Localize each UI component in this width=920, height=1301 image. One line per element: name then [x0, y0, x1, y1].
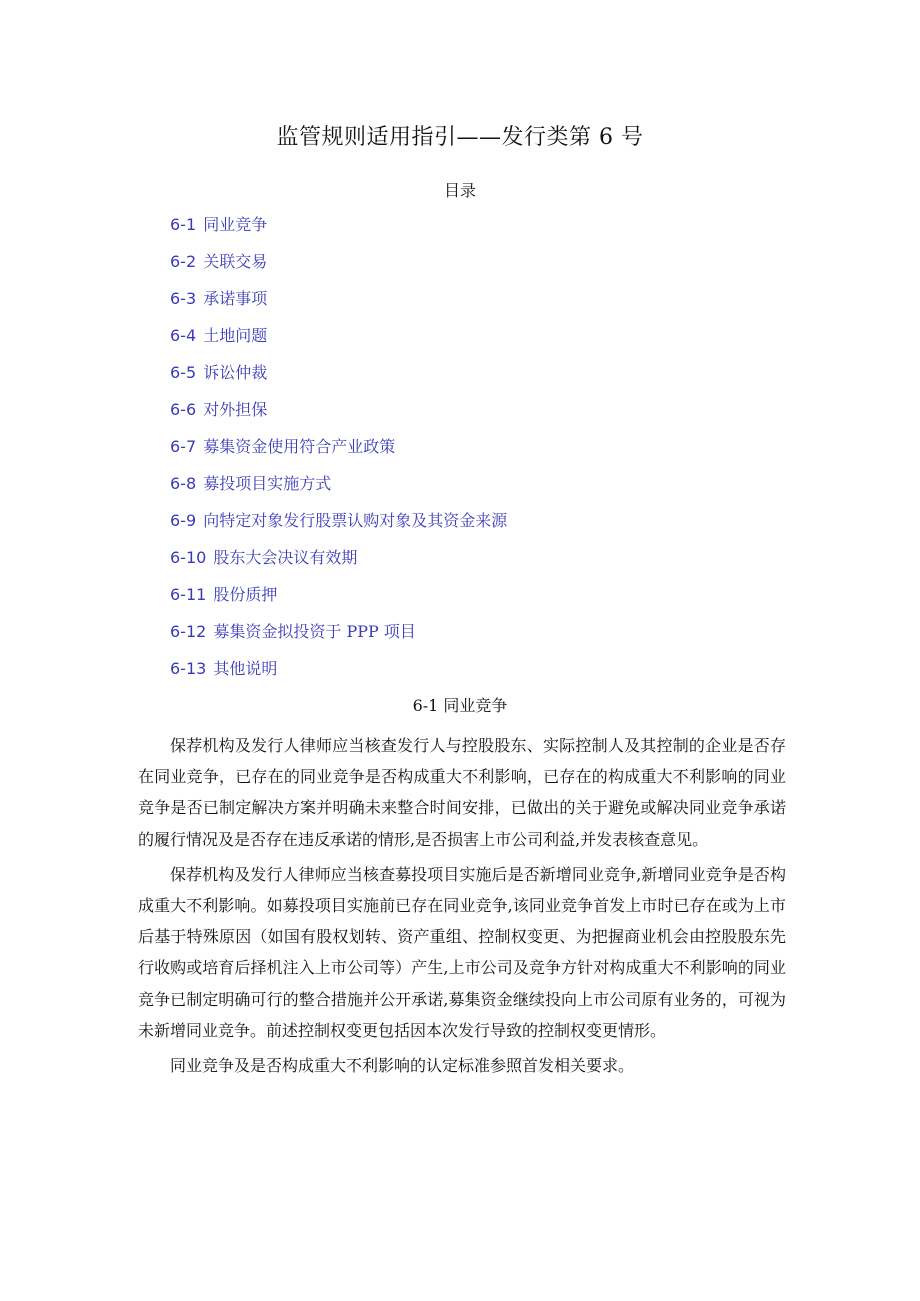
section-heading: 6-1 同业竞争 — [412, 696, 508, 715]
paragraph: 同业竞争及是否构成重大不利影响的认定标准参照首发相关要求。 — [170, 1056, 635, 1076]
toc-label: 土地问题 — [203, 326, 268, 345]
toc-number: 6-13 — [170, 659, 207, 678]
section-body — [138, 730, 786, 1085]
toc-item-6-12[interactable] — [170, 620, 507, 657]
toc-item-6-9[interactable] — [170, 509, 507, 546]
toc-number: 6-4 — [170, 326, 197, 345]
toc-number: 6-12 — [170, 622, 207, 641]
toc-item-6-7[interactable] — [170, 435, 507, 472]
toc-label: 募投项目实施方式 — [203, 474, 332, 493]
toc-number: 6-6 — [170, 400, 197, 419]
toc-label: 向特定对象发行股票认购对象及其资金来源 — [203, 511, 508, 530]
toc-number: 6-2 — [170, 252, 197, 271]
toc-number: 6-9 — [170, 511, 197, 530]
toc-heading: 目录 — [443, 181, 476, 200]
toc-number: 6-7 — [170, 437, 197, 456]
toc-item-6-10[interactable] — [170, 546, 507, 583]
document-title: 监管规则适用指引——发行类第 6 号 — [276, 125, 644, 150]
toc-item-6-8[interactable] — [170, 472, 507, 509]
paragraph: 保荐机构及发行人律师应当核查发行人与控股股东、实际控制人及其控制的企业是否存在同业竞争，已存在的同业竞争是否构成重大不利影响，已存在的构成重大不利影响的同业竞争是否已制定解决方案并明确未来整合时间安排，已做出的关于避免或解决同业竞争承诺的履行情况及是否存在违反承诺的情形,是否损害上市公司利益,并发表核查意见。 — [138, 736, 786, 849]
toc-item-6-5[interactable] — [170, 361, 507, 398]
toc-item-6-6[interactable] — [170, 398, 507, 435]
table-of-contents — [170, 213, 507, 694]
toc-number: 6-10 — [170, 548, 207, 567]
toc-item-6-2[interactable] — [170, 250, 507, 287]
toc-label: 股份质押 — [213, 585, 278, 604]
toc-label: 募集资金拟投资于 PPP 项目 — [213, 622, 416, 641]
toc-label: 股东大会决议有效期 — [213, 548, 358, 567]
toc-item-6-11[interactable] — [170, 583, 507, 620]
toc-label: 同业竞争 — [203, 215, 268, 234]
toc-number: 6-8 — [170, 474, 197, 493]
toc-label: 诉讼仲裁 — [203, 363, 268, 382]
toc-label: 承诺事项 — [203, 289, 268, 308]
toc-label: 其他说明 — [213, 659, 278, 678]
toc-number: 6-5 — [170, 363, 197, 382]
toc-item-6-3[interactable] — [170, 287, 507, 324]
toc-item-6-4[interactable] — [170, 324, 507, 361]
toc-number: 6-1 — [170, 215, 197, 234]
paragraph: 保荐机构及发行人律师应当核查募投项目实施后是否新增同业竞争,新增同业竞争是否构成重大不利影响。如募投项目实施前已存在同业竞争,该同业竞争首发上市时已存在或为上市后基于特殊原因（如国有股权划转、资产重组、控制权变更、为把握商业机会由控股股东先行收购或培育后择机注入上市公司等）产生,上市公司及竞争方针对构成重大不利影响的同业竞争已制定明确可行的整合措施并公开承诺,募集资金继续投向上市公司原有业务的，可视为未新增同业竞争。前述控制权变更包括因本次发行导致的控制权变更情形。 — [138, 864, 786, 1040]
toc-item-6-13[interactable] — [170, 657, 507, 694]
toc-item-6-1[interactable] — [170, 213, 507, 250]
toc-number: 6-3 — [170, 289, 197, 308]
toc-label: 募集资金使用符合产业政策 — [203, 437, 396, 456]
toc-label: 关联交易 — [203, 252, 268, 271]
toc-number: 6-11 — [170, 585, 207, 604]
toc-label: 对外担保 — [203, 400, 268, 419]
